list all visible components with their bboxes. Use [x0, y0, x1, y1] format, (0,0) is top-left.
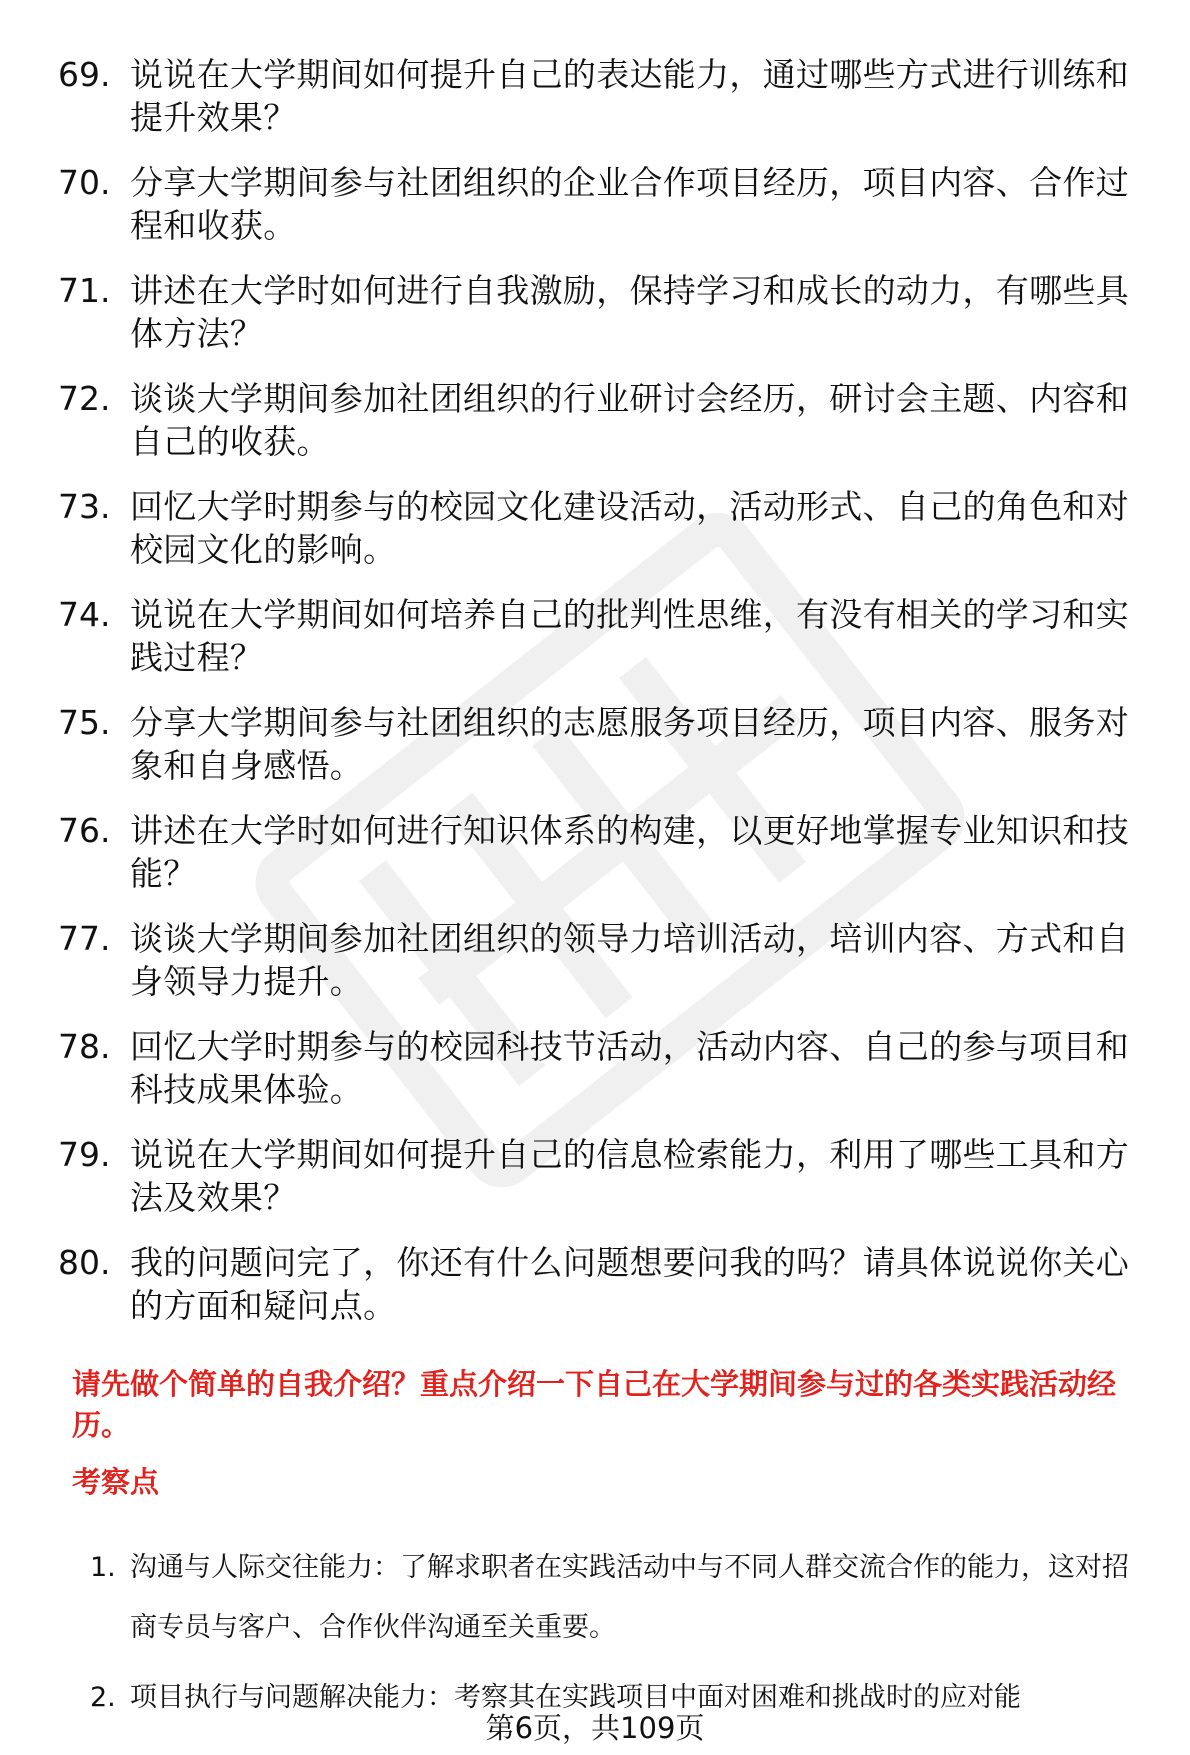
question-number: 80.: [58, 1243, 111, 1282]
question-text: 回忆大学时期参与的校园文化建设活动，活动形式、自己的角色和对校园文化的影响。: [130, 487, 1129, 569]
question-number: 79.: [58, 1135, 111, 1174]
point-number: 1.: [90, 1552, 116, 1583]
question-text: 说说在大学期间如何提升自己的表达能力，通过哪些方式进行训练和提升效果？: [130, 55, 1129, 137]
question-number: 77.: [58, 919, 111, 958]
question-text: 谈谈大学期间参加社团组织的领导力培训活动，培训内容、方式和自身领导力提升。: [130, 919, 1129, 1001]
point-list: [90, 1538, 1150, 1738]
list-item: [58, 377, 1158, 463]
point-number: 2.: [90, 1682, 116, 1713]
question-text: 说说在大学期间如何提升自己的信息检索能力，利用了哪些工具和方法及效果？: [130, 1135, 1129, 1217]
list-item: [58, 1241, 1158, 1327]
list-item: [58, 485, 1158, 571]
question-number: 76.: [58, 811, 111, 850]
point-text: 沟通与人际交往能力：了解求职者在实践活动中与不同人群交流合作的能力，这对招商专员与客户、合作伙伴沟通至关重要。: [130, 1552, 1129, 1643]
highlight-question: 请先做个简单的自我介绍？重点介绍一下自己在大学期间参与过的各类实践活动经历。: [72, 1367, 1117, 1442]
question-number: 71.: [58, 271, 111, 310]
list-item: [58, 917, 1158, 1003]
page-footer: 第6页，共109页: [485, 1711, 705, 1745]
question-number: 70.: [58, 163, 111, 202]
list-item: [58, 269, 1158, 355]
list-item: [58, 53, 1158, 139]
list-item: [58, 593, 1158, 679]
question-number: 75.: [58, 703, 111, 742]
question-text: 说说在大学期间如何培养自己的批判性思维，有没有相关的学习和实践过程？: [130, 595, 1129, 677]
list-item: [90, 1538, 1150, 1658]
list-item: [58, 809, 1158, 895]
question-list: [58, 53, 1158, 1349]
question-text: 分享大学期间参与社团组织的志愿服务项目经历，项目内容、服务对象和自身感悟。: [130, 703, 1129, 785]
question-text: 分享大学期间参与社团组织的企业合作项目经历，项目内容、合作过程和收获。: [130, 163, 1129, 245]
question-number: 74.: [58, 595, 111, 634]
question-text: 我的问题问完了，你还有什么问题想要问我的吗？请具体说说你关心的方面和疑问点。: [130, 1243, 1129, 1325]
question-number: 69.: [58, 55, 111, 94]
question-number: 72.: [58, 379, 111, 418]
point-text: 项目执行与问题解决能力：考察其在实践项目中面对困难和挑战时的应对能: [130, 1682, 1021, 1713]
question-text: 讲述在大学时如何进行知识体系的构建，以更好地掌握专业知识和技能？: [130, 811, 1129, 893]
question-number: 78.: [58, 1027, 111, 1066]
list-item: [58, 161, 1158, 247]
list-item: [58, 1025, 1158, 1111]
question-text: 回忆大学时期参与的校园科技节活动，活动内容、自己的参与项目和科技成果体验。: [130, 1027, 1129, 1109]
question-text: 谈谈大学期间参加社团组织的行业研讨会经历，研讨会主题、内容和自己的收获。: [130, 379, 1129, 461]
question-number: 73.: [58, 487, 111, 526]
question-text: 讲述在大学时如何进行自我激励，保持学习和成长的动力，有哪些具体方法？: [130, 271, 1129, 353]
section-title: 考察点: [72, 1465, 160, 1499]
list-item: [58, 701, 1158, 787]
list-item: [58, 1133, 1158, 1219]
